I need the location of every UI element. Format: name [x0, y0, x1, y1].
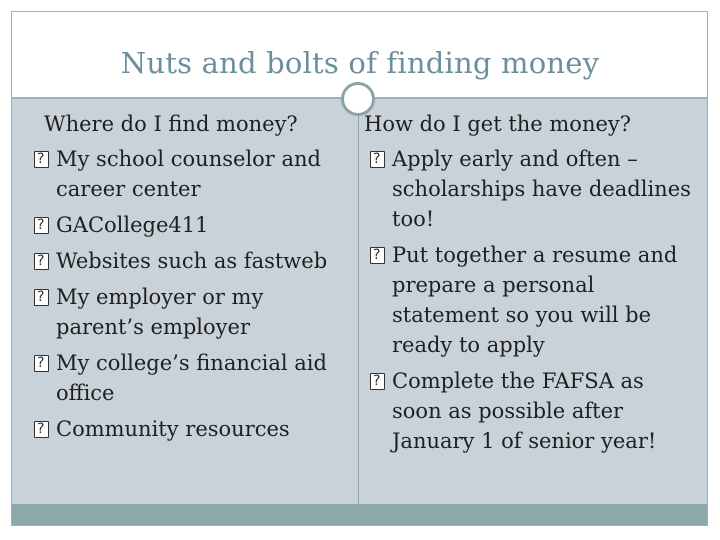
bullet-box-icon: [34, 289, 49, 306]
right-column-heading: How do I get the money?: [364, 112, 632, 136]
bullet-box-icon: [34, 355, 49, 372]
left-column-heading: Where do I find money?: [44, 112, 298, 136]
column-divider: [358, 99, 359, 504]
footer-bar: [12, 504, 707, 525]
left-column: [44, 108, 350, 450]
list-item-text: Complete the FAFSA as soon as possible after January 1 of senior year!: [392, 369, 657, 453]
list-item-text: Community resources: [56, 417, 290, 441]
list-item-text: GACollege411: [56, 213, 209, 237]
right-column: [364, 108, 694, 462]
list-item: [32, 210, 350, 240]
bullet-box-icon: [34, 253, 49, 270]
list-item: [368, 240, 694, 360]
left-bullet-list: [44, 144, 350, 444]
list-item: [32, 246, 350, 276]
list-item-text: Websites such as fastweb: [56, 249, 328, 273]
list-item-text: My school counselor and career center: [56, 147, 322, 201]
bullet-box-icon: [34, 151, 49, 168]
list-item: [368, 366, 694, 456]
list-item-text: Put together a resume and prepare a personal statement so you will be ready to apply: [392, 243, 678, 357]
slide-title: Nuts and bolts of finding money: [120, 46, 600, 80]
circle-ornament-icon: [341, 82, 375, 116]
bullet-box-icon: [370, 151, 385, 168]
list-item-text: Apply early and often – scholarships have deadlines too!: [392, 147, 691, 231]
list-item: [32, 348, 350, 408]
list-item-text: My employer or my parent’s employer: [56, 285, 264, 339]
bullet-box-icon: [34, 421, 49, 438]
bullet-box-icon: [370, 373, 385, 390]
bullet-box-icon: [34, 217, 49, 234]
list-item: [32, 414, 350, 444]
list-item-text: My college’s financial aid office: [56, 351, 327, 405]
list-item: [32, 144, 350, 204]
list-item: [32, 282, 350, 342]
right-bullet-list: [364, 144, 694, 456]
bullet-box-icon: [370, 247, 385, 264]
list-item: [368, 144, 694, 234]
